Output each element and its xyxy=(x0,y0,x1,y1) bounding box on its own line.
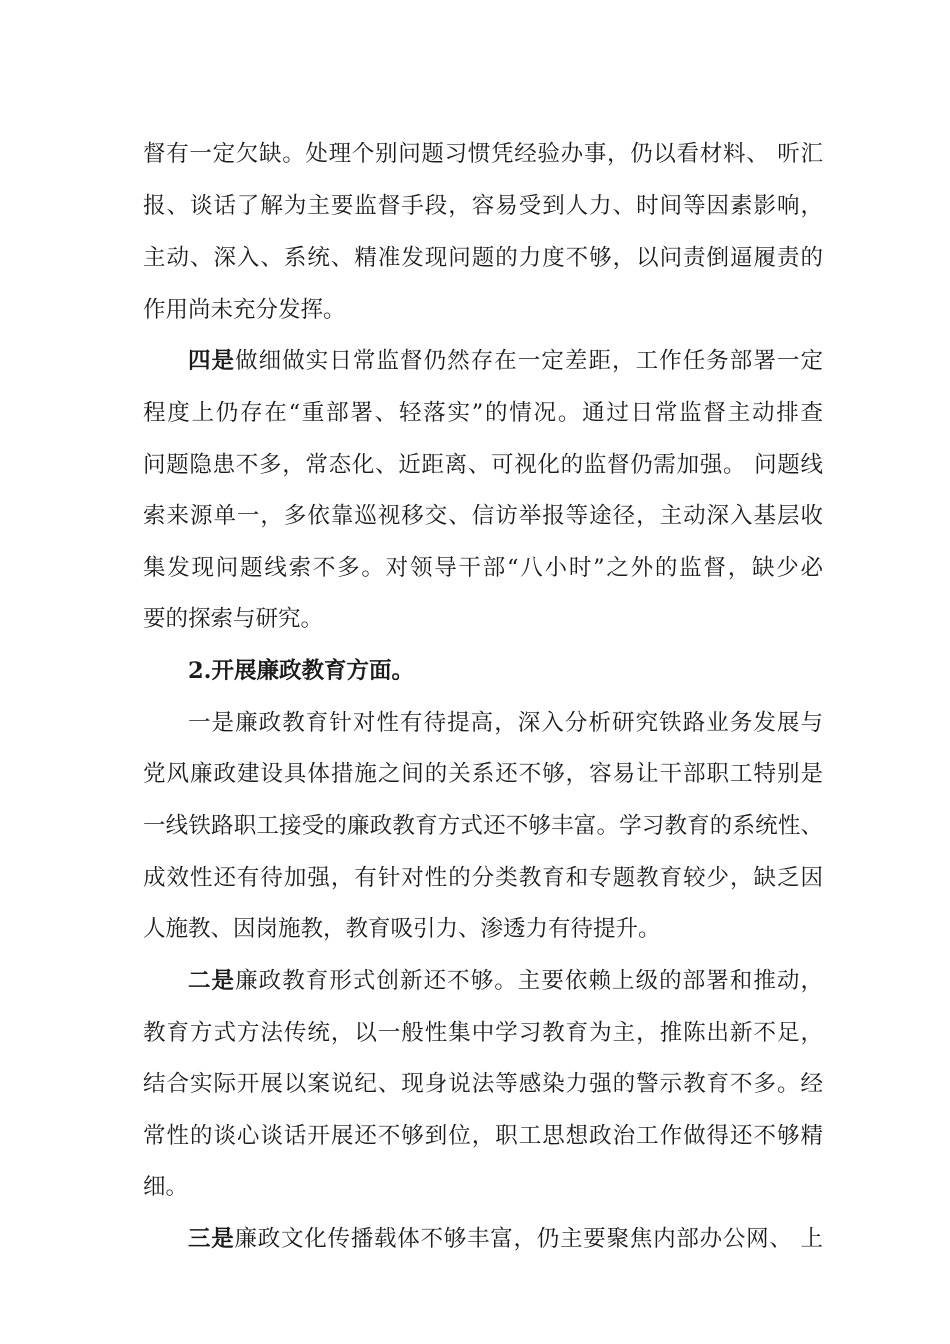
paragraph-line: 教育方式方法传统，以一般性集中学习教育为主，推陈出新不足， xyxy=(143,1020,823,1046)
paragraph-line: 督有一定欠缺。处理个别问题习惯凭经验办事，仍以看材料、 听汇 xyxy=(143,141,823,167)
paragraph-line: 人施教、因岗施教，教育吸引力、渗透力有待提升。 xyxy=(143,916,661,942)
paragraph-first-line xyxy=(188,966,823,996)
paragraph-line-text: 廉政教育形式创新还不够。主要依赖上级的部署和推动， xyxy=(235,968,823,994)
paragraph-line: 要的探索与研究。 xyxy=(143,606,324,632)
paragraph-line: 常性的谈心谈话开展还不够到位，职工思想政治工作做得还不够精 xyxy=(143,1123,823,1149)
paragraph-line: 主动、深入、系统、精准发现问题的力度不够，以问责倒逼履责的 xyxy=(143,245,823,271)
paragraph-lead: 二是 xyxy=(188,968,236,994)
paragraph-line: 问题隐患不多，常态化、近距离、可视化的监督仍需加强。 问题线 xyxy=(143,452,823,478)
paragraph-line: 索来源单一，多依靠巡视移交、信访举报等途径，主动深入基层收 xyxy=(143,503,823,529)
paragraph-line-text: 廉政文化传播载体不够丰富，仍主要聚焦内部办公网、 上 xyxy=(234,1226,823,1252)
paragraph-line: 报、谈话了解为主要监督手段，容易受到人力、时间等因素影响， xyxy=(143,193,823,219)
paragraph-first-line xyxy=(188,346,823,376)
paragraph-line: 集发现问题线索不多。对领导干部“八小时”之外的监督，缺少必 xyxy=(143,555,823,581)
paragraph-lead: 三是 xyxy=(188,1226,235,1252)
paragraph-first-line: 一是廉政教育针对性有待提高，深入分析研究铁路业务发展与 xyxy=(188,710,823,736)
paragraph-line: 细。 xyxy=(143,1174,189,1200)
paragraph-lead: 四是 xyxy=(188,348,236,374)
paragraph-line: 作用尚未充分发挥。 xyxy=(143,297,346,323)
paragraph-line-text: 做细做实日常监督仍然存在一定差距，工作任务部署一定 xyxy=(235,348,823,374)
paragraph-first-line xyxy=(188,1224,823,1254)
paragraph-line: 成效性还有待加强，有针对性的分类教育和专题教育较少，缺乏因 xyxy=(143,865,823,891)
section-heading: 2.开展廉政教育方面。 xyxy=(188,658,414,684)
paragraph-line: 一线铁路职工接受的廉政教育方式还不够丰富。学习教育的系统性、 xyxy=(143,813,823,839)
paragraph-line: 党风廉政建设具体措施之间的关系还不够，容易让干部职工特别是 xyxy=(143,761,823,787)
paragraph-line: 程度上仍存在“重部署、轻落实”的情况。通过日常监督主动排查 xyxy=(143,400,823,426)
paragraph-line: 结合实际开展以案说纪、现身说法等感染力强的警示教育不多。经 xyxy=(143,1071,823,1097)
